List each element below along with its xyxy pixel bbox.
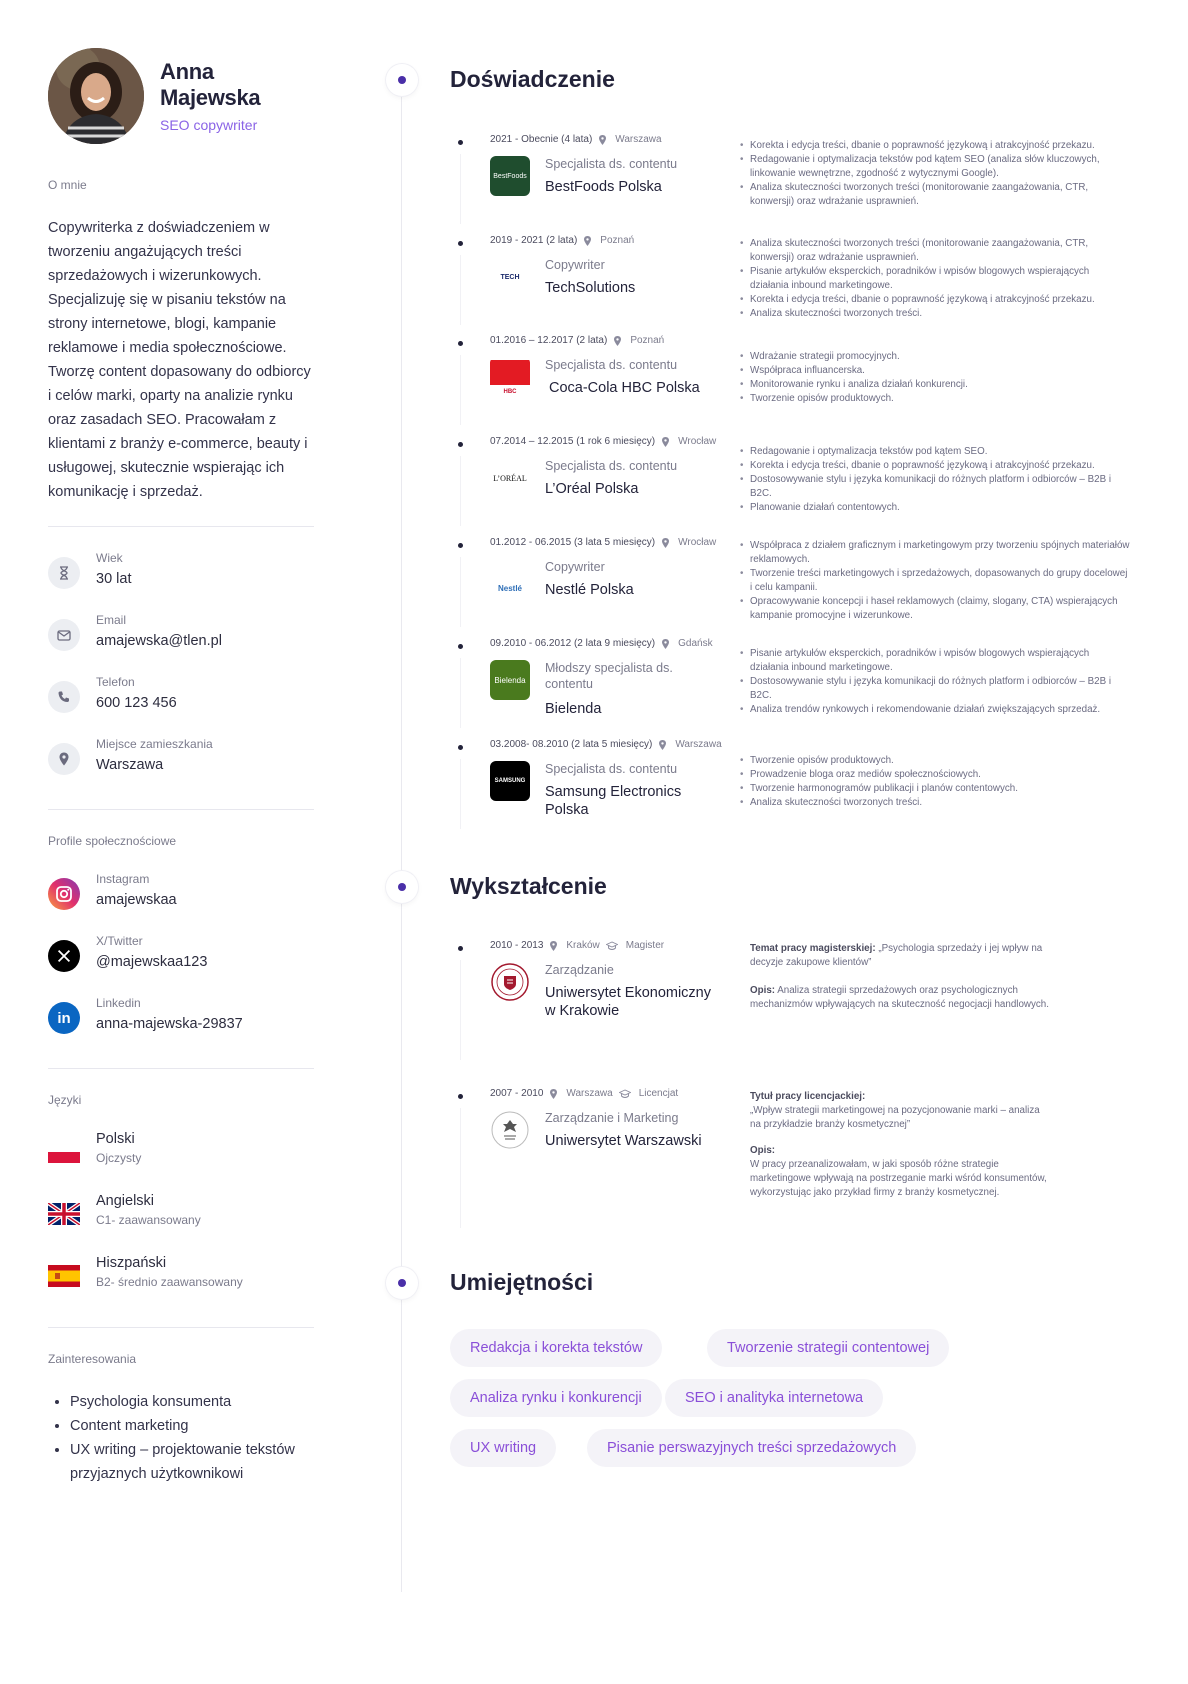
thesis-block <box>750 1090 1050 1132</box>
hourglass-icon <box>48 557 80 589</box>
list-item: • Wdrażanie strategii promocyjnych. <box>740 350 1130 364</box>
location-icon <box>661 639 670 649</box>
entry-rail <box>460 355 461 425</box>
instagram-icon <box>48 878 80 910</box>
profile-name: Anna Majewska <box>160 59 261 110</box>
entry-rail <box>460 1108 461 1228</box>
list-item: • Tworzenie treści marketingowych i sprzedażowych, dopasowanych do grupy docelowej i celu kampanii. <box>740 567 1130 595</box>
language-name: Polski <box>96 1131 135 1147</box>
poland-flag-icon <box>48 1141 80 1163</box>
entry-duties <box>740 539 1130 623</box>
social-handle[interactable]: anna-majewska-29837 <box>96 1016 243 1032</box>
description-label: Opis: <box>750 1145 776 1156</box>
entry-company: Nestlé Polska <box>545 582 634 598</box>
location-icon <box>583 236 592 246</box>
uk-flag-icon <box>48 1203 80 1225</box>
entry-location: Kraków <box>566 940 600 951</box>
entry-duties <box>740 350 1130 406</box>
language-item <box>48 1131 314 1193</box>
location-icon <box>658 740 667 750</box>
thesis-text: „Wpływ strategii marketingowej na pozycjonowanie marki – analiza na przykładzie branży kosmetycznej” <box>750 1105 1040 1130</box>
list-item: • Korekta i edycja treści, dbanie o poprawność językową i atrakcyjność przekazu. <box>740 459 1130 473</box>
list-item: • Analiza skuteczności tworzonych treści. <box>740 796 1130 810</box>
social-label-text: Instagram <box>96 872 150 886</box>
timeline-dot <box>386 64 418 96</box>
entry-meta <box>490 134 662 145</box>
entry-location: Warszawa <box>566 1088 613 1099</box>
language-item <box>48 1193 314 1255</box>
entry-duties <box>740 754 1130 810</box>
entry-rail <box>460 759 461 829</box>
entry-period: 2010 - 2013 <box>490 940 544 951</box>
list-item: • Analiza skuteczności tworzonych treści. <box>740 307 1130 321</box>
location-icon <box>661 437 670 447</box>
interests-label: Zainteresowania <box>48 1352 137 1366</box>
social-label: Profile społecznościowe <box>48 834 177 848</box>
entry-position: Copywriter <box>545 258 605 272</box>
experience-entry <box>458 638 1138 728</box>
entry-meta <box>490 940 664 951</box>
entry-period: 07.2014 – 12.2015 (1 rok 6 miesięcy) <box>490 436 656 447</box>
education-entry <box>458 940 1138 1060</box>
contact-email <box>48 613 314 675</box>
divider <box>48 1068 314 1069</box>
entry-position: Młodszy specjalista ds. contentu <box>545 661 673 691</box>
entry-company: L’Oréal Polska <box>545 481 639 497</box>
entry-location: Poznań <box>630 335 665 346</box>
entry-period: 2019 - 2021 (2 lata) <box>490 235 578 246</box>
entry-bullet <box>458 946 463 951</box>
graduation-cap-icon <box>619 1089 631 1099</box>
entry-period: 01.2012 - 06.2015 (3 lata 5 miesięcy) <box>490 537 656 548</box>
list-item: • Redagowanie i optymalizacja tekstów pod kątem SEO (analiza słów kluczowych, linkowanie wewnętrzne, zgodność z wytycznymi Google). <box>740 153 1130 181</box>
skills-title: Umiejętności <box>450 1269 594 1295</box>
graduation-cap-icon <box>606 941 618 951</box>
education-entry <box>458 1088 1138 1228</box>
entry-duties <box>740 647 1130 717</box>
entry-company: BestFoods Polska <box>545 179 662 195</box>
entry-company: Coca-Cola HBC Polska <box>549 380 700 396</box>
divider <box>48 809 314 810</box>
contact-label: Email <box>96 613 127 627</box>
skill-chip: UX writing <box>450 1429 556 1467</box>
entry-meta <box>490 335 664 346</box>
contact-location <box>48 737 314 799</box>
language-name: Hiszpański <box>96 1255 167 1271</box>
list-item: • Analiza trendów rynkowych i rekomendowanie działań zwiększających sprzedaż. <box>740 703 1130 717</box>
skill-chip: Tworzenie strategii contentowej <box>707 1329 949 1367</box>
entry-company: Samsung Electronics Polska <box>545 784 682 818</box>
description-block <box>750 984 1050 1012</box>
social-handle[interactable]: amajewskaa <box>96 892 177 908</box>
entry-degree: Licencjat <box>638 1088 679 1099</box>
skill-chip: Analiza rynku i konkurencji <box>450 1379 662 1417</box>
location-icon <box>598 135 607 145</box>
x-twitter-icon <box>48 940 80 972</box>
list-item: • Współpraca influancerska. <box>740 364 1130 378</box>
entry-meta <box>490 739 722 750</box>
list-item: • Opracowywanie koncepcji i haseł reklamowych (claimy, slogany, CTA) wspierających kampanie promocyjne i wizerunkowe. <box>740 595 1130 623</box>
location-icon <box>661 538 670 548</box>
list-item: • Planowanie działań contentowych. <box>740 501 1130 515</box>
entry-field: Zarządzanie i Marketing <box>545 1111 679 1125</box>
entry-location: Warszawa <box>615 134 662 145</box>
divider <box>48 1327 314 1328</box>
social-label-text: Linkedin <box>96 996 141 1010</box>
entry-location: Warszawa <box>675 739 722 750</box>
mail-icon <box>48 619 80 651</box>
entry-period: 09.2010 - 06.2012 (2 lata 9 miesięcy) <box>490 638 656 649</box>
entry-bullet <box>458 241 463 246</box>
entry-bullet <box>458 341 463 346</box>
contact-value[interactable]: amajewska@tlen.pl <box>96 633 222 649</box>
entry-rail <box>460 658 461 728</box>
entry-meta <box>490 436 716 447</box>
entry-rail <box>460 255 461 325</box>
list-item: • Pisanie artykułów eksperckich, poradników i wpisów blogowych wspierających działania inbound marketingowe. <box>740 265 1130 293</box>
profile-role: SEO copywriter <box>160 117 258 133</box>
list-item: • Analiza skuteczności tworzonych treści (monitorowanie zaangażowania, CTR, konwersji) oraz wdrażanie usprawnień. <box>740 237 1130 265</box>
language-level: C1- zaawansowany <box>96 1213 201 1227</box>
entry-bullet <box>458 140 463 145</box>
about-label: O mnie <box>48 178 87 192</box>
language-item <box>48 1255 314 1317</box>
entry-position: Copywriter <box>545 560 605 574</box>
entry-meta <box>490 638 713 649</box>
spain-flag-icon <box>48 1265 80 1287</box>
description-block <box>750 1144 1050 1200</box>
about-text: Copywriterka z doświadczeniem w tworzeniu angażujących treści sprzedażowych i wizerunkowych. Specjalizuję się w pisaniu tekstów na strony internetowe, blogi, kampanie reklamowe i media społecznościowe. Tworzę content dopasowany do odbiorcy i celów marki, oparty na analizie rynku oraz zasadach SEO. Pracowałam z klientami z branży e-commerce, beauty i usługowej, skutecznie wspierając ich komunikację i sprzedaż. <box>48 220 311 500</box>
social-linkedin[interactable] <box>48 996 314 1058</box>
list-item: • Dostosowywanie stylu i języka komunikacji do różnych platform i odbiorców – B2B i B2C. <box>740 473 1130 501</box>
interests-list <box>48 1390 314 1486</box>
entry-bullet <box>458 1094 463 1099</box>
entry-field: Zarządzanie <box>545 963 614 977</box>
entry-period: 03.2008- 08.2010 (2 lata 5 miesięcy) <box>490 739 653 750</box>
list-item: • Korekta i edycja treści, dbanie o poprawność językową i atrakcyjność przekazu. <box>740 293 1130 307</box>
linkedin-icon: in <box>48 1002 80 1034</box>
university-logo <box>490 962 530 1002</box>
contact-label: Miejsce zamieszkania <box>96 737 213 751</box>
entry-bullet <box>458 442 463 447</box>
list-item: • Analiza skuteczności tworzonych treści (monitorowanie zaangażowania, CTR, konwersji) oraz wdrażanie usprawnień. <box>740 181 1130 209</box>
list-item: • Korekta i edycja treści, dbanie o poprawność językową i atrakcyjność przekazu. <box>740 139 1130 153</box>
language-level: B2- średnio zaawansowany <box>96 1275 243 1289</box>
experience-entry <box>458 739 1138 829</box>
list-item: • Pisanie artykułów eksperckich, poradników i wpisów blogowych wspierających działania inbound marketingowe. <box>740 647 1130 675</box>
timeline-dot <box>386 871 418 903</box>
contact-value: Warszawa <box>96 757 164 773</box>
contact-phone <box>48 675 314 737</box>
entry-duties <box>740 237 1130 321</box>
phone-icon <box>48 681 80 713</box>
description-text: W pracy przeanalizowałam, w jaki sposób różne strategie marketingowe wpływają na postrzeganie marki wśród konsumentów, wykorzystując jako przykład firmy z branży kosmetycznej. <box>750 1159 1047 1198</box>
experience-entry <box>458 335 1138 425</box>
location-icon <box>549 1089 558 1099</box>
list-item: • Tworzenie opisów produktowych. <box>740 754 1130 768</box>
list-item: • Prowadzenie bloga oraz mediów społecznościowych. <box>740 768 1130 782</box>
sidebar <box>48 48 314 1486</box>
list-item: • Monitorowanie rynku i analiza działań konkurencji. <box>740 378 1130 392</box>
list-item: • Tworzenie opisów produktowych. <box>740 392 1130 406</box>
contact-age <box>48 551 314 613</box>
company-logo: BestFoods <box>490 156 530 196</box>
list-item: • UX writing – projektowanie tekstów przyjaznych użytkownikowi <box>70 1438 314 1486</box>
company-logo: HBC <box>490 357 530 397</box>
company-logo: SAMSUNG <box>490 761 530 801</box>
entry-bullet <box>458 644 463 649</box>
entry-position: Specjalista ds. contentu <box>545 157 678 171</box>
entry-location: Gdańsk <box>678 638 713 649</box>
entry-location: Poznań <box>600 235 635 246</box>
entry-period: 01.2016 – 12.2017 (2 lata) <box>490 335 608 346</box>
list-item: • Tworzenie harmonogramów publikacji i planów contentowych. <box>740 782 1130 796</box>
languages-label: Języki <box>48 1093 82 1107</box>
timeline-dot <box>386 1267 418 1299</box>
contact-value[interactable]: 600 123 456 <box>96 695 177 711</box>
entry-rail <box>460 557 461 627</box>
list-item: • Content marketing <box>70 1414 314 1438</box>
list-item: • Psychologia konsumenta <box>70 1390 314 1414</box>
contact-label: Wiek <box>96 551 123 565</box>
location-icon <box>613 336 622 346</box>
thesis-label: Tytuł pracy licencjackiej: <box>750 1091 866 1102</box>
profile-header <box>48 48 314 144</box>
education-title: Wykształcenie <box>450 873 607 899</box>
skill-chip: Pisanie perswazyjnych treści sprzedażowych <box>587 1429 916 1467</box>
experience-entry <box>458 134 1138 224</box>
entry-school: Uniwersytet Warszawski <box>545 1133 702 1149</box>
entry-degree: Magister <box>625 940 665 951</box>
entry-period: 2021 - Obecnie (4 lata) <box>490 134 593 145</box>
entry-rail <box>460 154 461 224</box>
social-instagram[interactable] <box>48 872 314 934</box>
entry-position: Specjalista ds. contentu <box>545 459 678 473</box>
social-twitter[interactable] <box>48 934 314 996</box>
skill-chip: Redakcja i korekta tekstów <box>450 1329 662 1367</box>
experience-entry <box>458 235 1138 325</box>
language-name: Angielski <box>96 1193 155 1209</box>
thesis-text: „Psychologia sprzedaży i jej wpływ na decyzje zakupowe klientów” <box>750 943 1043 968</box>
experience-entry <box>458 436 1138 526</box>
location-icon <box>549 941 558 951</box>
entry-meta <box>490 1088 678 1099</box>
company-logo: L’ORÉAL <box>493 473 527 483</box>
entry-duties <box>740 445 1130 515</box>
entry-location: Wrocław <box>678 436 717 447</box>
experience-entry <box>458 537 1138 627</box>
university-logo <box>490 1110 530 1150</box>
company-logo: Bielenda <box>490 660 530 700</box>
entry-meta <box>490 537 716 548</box>
entry-bullet <box>458 543 463 548</box>
avatar <box>48 48 144 144</box>
entry-company: Bielenda <box>545 701 602 717</box>
entry-rail <box>460 456 461 526</box>
skill-chip: SEO i analityka internetowa <box>665 1379 883 1417</box>
entry-position: Specjalista ds. contentu <box>545 358 678 372</box>
divider <box>48 526 314 527</box>
entry-position: Specjalista ds. contentu <box>545 762 678 776</box>
location-icon <box>48 743 80 775</box>
timeline-line <box>401 72 402 1592</box>
list-item: • Współpraca z działem graficznym i marketingowym przy tworzeniu spójnych materiałów reklamowych. <box>740 539 1130 567</box>
entry-period: 2007 - 2010 <box>490 1088 544 1099</box>
social-label-text: X/Twitter <box>96 934 143 948</box>
entry-meta <box>490 235 634 246</box>
entry-location: Wrocław <box>678 537 717 548</box>
thesis-label: Temat pracy magisterskiej: <box>750 943 876 954</box>
entry-duties <box>740 139 1130 209</box>
thesis-block <box>750 942 1050 970</box>
list-item: • Redagowanie i optymalizacja tekstów pod kątem SEO. <box>740 445 1130 459</box>
description-label: Opis: <box>750 985 776 996</box>
entry-bullet <box>458 745 463 750</box>
experience-title: Doświadczenie <box>450 66 615 92</box>
entry-company: TechSolutions <box>545 280 636 296</box>
entry-rail <box>460 960 461 1060</box>
company-logo: TECH <box>500 273 520 281</box>
contact-value: 30 lat <box>96 571 132 587</box>
social-handle[interactable]: @majewskaa123 <box>96 954 208 970</box>
company-logo: Nestlé <box>497 584 522 593</box>
language-level: Ojczysty <box>96 1151 142 1165</box>
description-text: Analiza strategii sprzedażowych oraz psychologicznych mechanizmów wpływających na skuteczność negocjacji handlowych. <box>750 985 1049 1010</box>
entry-school: Uniwersytet Ekonomiczny w Krakowie <box>545 985 711 1019</box>
contact-label: Telefon <box>96 675 135 689</box>
list-item: • Dostosowywanie stylu i języka komunikacji do różnych platform i odbiorców – B2B i B2C. <box>740 675 1130 703</box>
